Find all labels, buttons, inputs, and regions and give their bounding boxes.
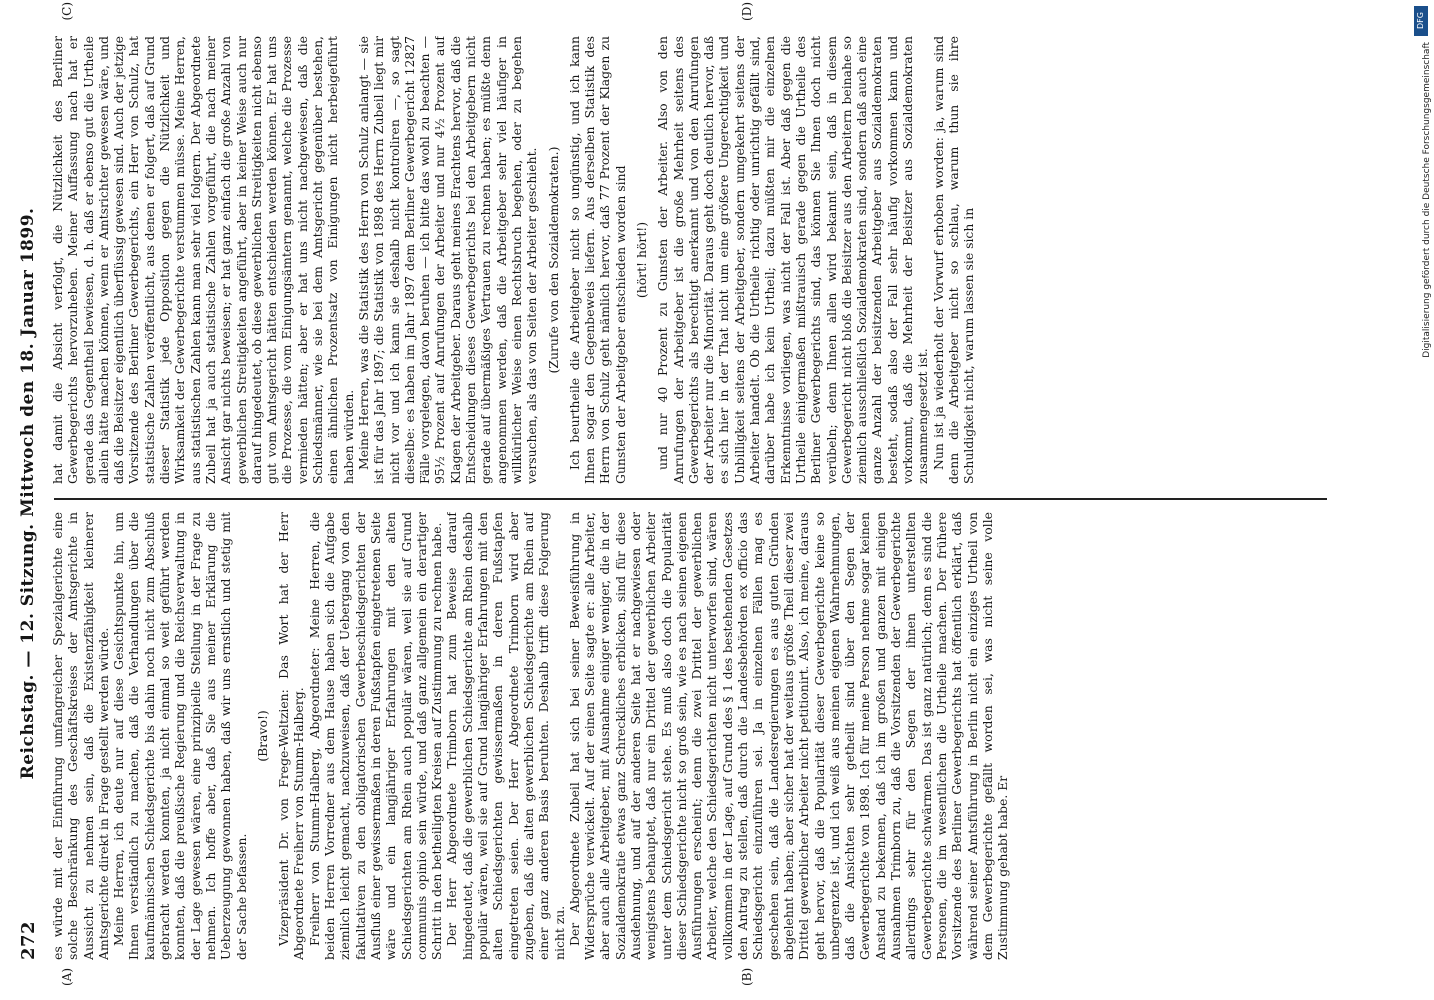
text-columns (50, 36, 1335, 960)
page-header (14, 36, 42, 960)
margin-marker-b: (B) (740, 967, 754, 986)
paragraph: (Bravo!) (254, 710, 270, 762)
paragraph: Meine Herren, was die Statistik des Herrn von Schulz anlangt — sie ist für das Jahr 1897; die Statistik von 1898 des Herrn Zubeil liegt mir nicht vor und ich kann sie deshalb nicht kontroliren —, so sagt dieselbe: es haben im Jahr 1897 dem Berliner Gewerbegericht 12827 Fälle vorgelegen, davon beruhen — ich bitte das wohl zu beachten — 95½ Prozent auf Anrufungen der Arbeiter und nur 4½ Prozent auf Klagen der Arbeitgeber. Daraus geht meines Erachtens hervor, daß die Entscheidungen dieses Gewerbegerichts bei den Arbeitgebern nicht gerade auf übermäßiges Vertrauen zu rechnen haben; es müßte denn angenommen werden, daß die Arbeitgeber sehr viel häufiger in willkürlicher Weise einen Rechtsbruch begehen, oder zu begehen versuchen, als das von Seiten der Arbeiter geschieht. (355, 36, 540, 484)
paragraph: Der Abgeordnete Zubeil hat sich bei seiner Beweisführung in Widersprüche verwickelt. Auf der einen Seite sagte er: alle Arbeiter, aber auch alle Arbeitgeber, mit Ausnahme einiger weniger, die in der Sozialdemokratie etwas ganz Schreckliches erblicken, sind für diese Ausdehnung, und auf der anderen Seite hat er nachgewiesen oder wenigstens behauptet, daß nur ein Drittel der gewerblichen Arbeiter unter dem Schiedsgericht stehe. Es muß also doch die Popularität dieser Schiedsgerichte nicht so groß sein, wie es nach seinen eigenen Ausführungen erscheint; denn die zwei Drittel der gewerblichen Arbeiter, welche den Schiedsgerichten nicht unterworfen sind, wären vollkommen in der Lage, auf Grund des § 1 des bestehenden Gesetzes den Antrag zu stellen, daß durch die Landesbehörden ex officio das Schiedsgericht einzuführen sei. Ja in einzelnen Fällen mag es geschehen sein, daß die Landesregierungen es aus guten Gründen abgelehnt haben; aber sicher hat der weitaus größte Theil dieser zwei Drittel gewerblicher Arbeiter nicht petitionirt. Also, ich meine, daraus geht hervor, daß die Popularität dieser Gewerbegerichte keine so unbegrenzte ist, und ich weiß aus meinen eigenen Wahrnehmungen, daß die Ansichten sehr getheilt sind über den Segen der Gewerbegerichte von 1898. Ich für meine Person nehme sogar keinen Anstand zu bekennen, daß ich im großen und ganzen mit einigen Ausnahmen Trimborn zu, daß die Vorsitzenden der Gewerbegerichte allerdings sehr für den Segen der ihnen unterstellten Gewerbegerichte schwärmen. Das ist ganz natürlich; denn es sind die Personen, die im wesentlichen die Urtheile machen. Der frühere Vorsitzende des Berliner Gewerbegerichts hat öffentlich erklärt, daß während seiner Amtsführung in Berlin nicht ein einziges Urtheil von dem Gewerbegerichte gefällt worden sei, was nicht seine volle Zustimmung gehabt habe. Er (566, 512, 1011, 960)
paragraph: Ich beurtheile die Arbeitgeber nicht so ungünstig, und ich kann Ihnen sogar den Gegenbeweis liefern. Aus derselben Statistik des Herrn von Schulz geht nämlich hervor, daß 77 Prozent der Klagen zu Gunsten der Arbeitgeber entschieden worden sind (566, 36, 628, 484)
page-title: Reichstag. — 12. Sitzung. Mittwoch den 18. Januar 1899. (18, 207, 38, 780)
paragraph: Der Herr Abgeordnete Trimborn hat zum Beweise darauf hingedeutet, daß die gewerblichen Schiedsgerichte am Rhein deshalb populär wären, weil sie auf Grund langjähriger Erfahrungen mit den alten Schiedsgerichten gewissermaßen in deren Fußstapfen eingetreten seien. Der Herr Abgeordnete Trimborn wird aber zugeben, daß die alten gewerblichen Schiedsgerichte am Rhein auf einer ganz anderen Basis beruhten. Deshalb trifft diese Folgerung nicht zu. (444, 512, 567, 960)
margin-marker-c: (C) (60, 2, 74, 21)
left-column (50, 512, 1335, 960)
digitization-note: Digitalisierung gefördert durch die Deutsche Forschungsgemeinschaft (1422, 42, 1432, 358)
paragraph: Nun ist ja wiederholt der Vorwurf erhoben worden: ja, warum sind denn die Arbeitgeber nicht so schlau, warum thun sie ihre Schuldigkeit nicht, warum lassen sie sich in (930, 36, 977, 484)
paragraph: und nur 40 Prozent zu Gunsten der Arbeiter. Also von den Anrufungen der Arbeitgeber ist die große Mehrheit seitens des Gewerbegerichts als berechtigt anerkannt und von den Anrufungen der Arbeiter nur die Minorität. Daraus geht doch deutlich hervor, daß es sich hier in der That nicht um eine größere Ungerechtigkeit und Unbilligkeit seitens der Arbeitgeber, sondern umgekehrt seitens der Arbeiter handelt. Ob die Urtheile richtig oder unrichtig gefällt sind, darüber habe ich kein Urtheil; dazu müßten mir die einzelnen Erkenntnisse vorliegen, was nicht der Fall ist. Aber daß gegen die Urtheile einigermaßen mißtrauisch gerade gegen die Urtheile des Berliner Gewerbegerichts sind, das können Sie Ihnen doch nicht verübeln; denn Ihnen allen wird bekannt sein, daß in diesem Gewerbegericht nicht bloß die Beisitzer aus den Arbeitern beinahe so ziemlich ausschließlich Sozialdemokraten sind, sondern daß auch eine ganze Anzahl der beisitzenden Arbeitgeber aus Sozialdemokraten besteht, sodaß also der Fall sehr häufig vorkommen kann und vorkommt, daß die Mehrheit der Beisitzer aus Sozialdemokraten zusammengesetzt ist. (655, 36, 931, 484)
page-number: 272 (17, 920, 39, 960)
paragraph: Vizepräsident Dr. von Frege-Weltzien: Das Wort hat der Herr Abgeordnete Freiherr von Stumm-Halberg. (276, 512, 307, 960)
paragraph: hat damit die Absicht verfolgt, die Nützlichkeit des Berliner Gewerbegerichts hervorzuheben. Meiner Auffassung nach hat er gerade das Gegentheil bewiesen, d. h. daß er ebenso gut die Urtheile allein hätte machen können, wenn er Amtsrichter gewesen wäre, und daß die Beisitzer eigentlich überflüssig gewesen sind. Auch der jetzige Vorsitzende des Berliner Gewerbegerichts, ein Herr von Schulz, hat statistische Zahlen veröffentlicht, aus denen er folgert, daß auf Grund dieser Statistik jede Opposition gegen die Nützlichkeit und Wirksamkeit der Gewerbegerichte verstummen müsse. Meine Herren, aus statistischen Zahlen kann man sehr viel folgern. Der Abgeordnete Zubeil hat ja auch statistische Zahlen vorgeführt, die nach meiner Ansicht gar nichts beweisen; er hat ganz einfach die große Anzahl von gewerblichen Streitigkeiten angeführt, aber in keiner Weise auch nur darauf hingedeutet, ob diese gewerblichen Streitigkeiten nicht ebenso gut vom Amtsgericht hätten entschieden werden können. Er hat uns die Prozesse, die vom Einigungsämtern genannt, welche die Prozesse vermieden hätten; aber er hat uns nicht nachgewiesen, daß die Schiedsmänner, wie sie bei dem Amtsgericht gegenüber bestehen, einen ähnlichen Prozentsatz von Einigungen nicht herbeigeführt haben würden. (50, 36, 356, 484)
paragraph: Freiherr von Stumm-Halberg, Abgeordneter: Meine Herren, die beiden Herren Vorredner aus dem Hause haben sich die Aufgabe ziemlich leicht gemacht, nachzuweisen, daß der Uebergang von den fakultativen zu den obligatorischen Gewerbeschiedsgerichten der Ausfluß einer gewissermaßen in deren Fußstapfen eingetretenen Seite wäre und ein langjähriger Erfahrungen mit den alten Schiedsgerichten am Rhein auch populär wären, weil sie auf Grund communis opinio sein würde, und daß ganz allgemein ein derartiger Schritt in den betheiligten Kreisen auf Zustimmung zu rechnen habe. (306, 512, 445, 960)
paragraph: (Zurufe von den Sozialdemokraten.) (545, 146, 561, 374)
margin-marker-d: (D) (740, 2, 754, 21)
right-column (50, 36, 1335, 484)
paragraph: es würde mit der Einführung umfangreicher Spezialgerichte eine solche Beschränkung des Geschäftskreises der Amtsgerichte in Aussicht zu nehmen sein, daß die Existenzfähigkeit kleinerer Amtsgerichte direkt in Frage gestellt werden würde. (50, 512, 111, 960)
dfg-logo: DFG (1414, 6, 1428, 36)
margin-marker-a: (A) (60, 967, 74, 986)
paragraph: (hört! hört!) (633, 221, 649, 299)
paragraph: Meine Herren, ich deute nur auf diese Gesichtspunkte hin, um Ihnen verständlich zu machen, daß die Verhandlungen über die kaufmännischen Schiedsgerichte bis dahin noch nicht zum Abschluß gebracht werden konnten, ja nicht einmal so weit geführt werden konnten, daß die preußische Regierung und die Reichsverwaltung in der Lage gewesen wären, eine prinzipielle Stellung in der Frage zu nehmen. Ich hoffe aber, daß Sie aus meiner Erklärung die Ueberzeugung gewonnen haben, daß wir uns ernstlich und stetig mit der Sache befassen. (111, 512, 249, 960)
